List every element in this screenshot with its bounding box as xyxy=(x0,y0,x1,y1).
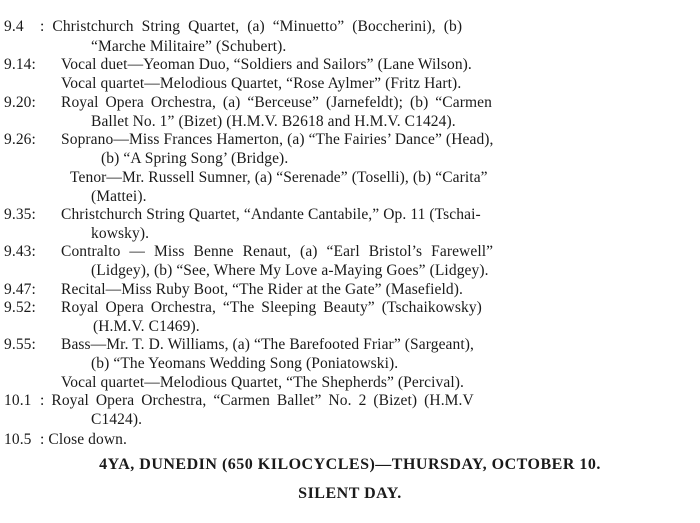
entry-line: Royal Opera Orchestra, “The Sleeping Beauty” (Tschaikowsky) xyxy=(61,299,482,316)
entry-line: Royal Opera Orchestra, (a) “Berceuse” (Jarnefeldt); (b) “Carmen xyxy=(61,94,492,111)
entry-line: Bass—Mr. T. D. Williams, (a) “The Barefooted Friar” (Sargeant), xyxy=(61,336,475,353)
entry-time: 9.4 xyxy=(4,18,24,35)
entry-time: 9.55: xyxy=(4,336,36,353)
entry-line: Ballet No. 1” (Bizet) (H.M.V. B2618 and H.M.V. C1424). xyxy=(91,113,456,130)
entry-line: Vocal quartet—Melodious Quartet, “The Shepherds” (Percival). xyxy=(61,374,464,391)
entry-time: 9.14: xyxy=(4,56,36,73)
entry-time: 9.43: xyxy=(4,243,36,260)
entry-line: Vocal duet—Yeoman Duo, “Soldiers and Sailors” (Lane Wilson). xyxy=(61,56,472,73)
entry-line: : Christchurch String Quartet, (a) “Minuetto” (Boccherini), (b) xyxy=(40,18,463,35)
entry-line: : Close down. xyxy=(40,431,127,448)
entry-time: 9.52: xyxy=(4,299,36,316)
entry-line: “Marche Militaire” (Schubert). xyxy=(91,38,287,55)
entry-time: 10.1 xyxy=(4,392,32,409)
entry-line: (Lidgey), (b) “See, Where My Love a-Maying Goes” (Lidgey). xyxy=(91,262,489,279)
entry-line: kowsky). xyxy=(91,225,150,242)
entry-line: (H.M.V. C1469). xyxy=(93,318,200,335)
entry-line: Soprano—Miss Frances Hamerton, (a) “The Fairies’ Dance” (Head), xyxy=(61,131,494,148)
entry-line: (b) “A Spring Song’ (Bridge). xyxy=(101,150,289,167)
entry-time: 10.5 xyxy=(4,431,32,448)
entry-time: 9.20: xyxy=(4,94,36,111)
entry-line: (b) “The Yeomans Wedding Song (Poniatowski). xyxy=(91,355,399,372)
entry-line: Christchurch String Quartet, “Andante Cantabile,” Op. 11 (Tschai- xyxy=(61,206,481,223)
entry-line: Vocal quartet—Melodious Quartet, “Rose Aylmer” (Fritz Hart). xyxy=(61,75,462,92)
entry-line: Recital—Miss Ruby Boot, “The Rider at the Gate” (Masefield). xyxy=(61,281,464,298)
station-header: 4YA, DUNEDIN (650 KILOCYCLES)—THURSDAY, OCTOBER 10. xyxy=(99,456,601,473)
entry-time: 9.26: xyxy=(4,131,36,148)
entry-line: : Royal Opera Orchestra, “Carmen Ballet” No. 2 (Bizet) (H.M.V xyxy=(40,392,474,409)
entry-time: 9.47: xyxy=(4,281,36,298)
entry-time: 9.35: xyxy=(4,206,36,223)
entry-line: C1424). xyxy=(91,411,143,428)
silent-day-heading: SILENT DAY. xyxy=(298,485,402,502)
entry-line: Contralto — Miss Benne Renaut, (a) “Earl Bristol’s Farewell” xyxy=(61,243,494,260)
entry-line: (Mattei). xyxy=(91,188,147,205)
entry-line: Tenor—Mr. Russell Sumner, (a) “Serenade” (Toselli), (b) “Carita” xyxy=(70,169,488,186)
